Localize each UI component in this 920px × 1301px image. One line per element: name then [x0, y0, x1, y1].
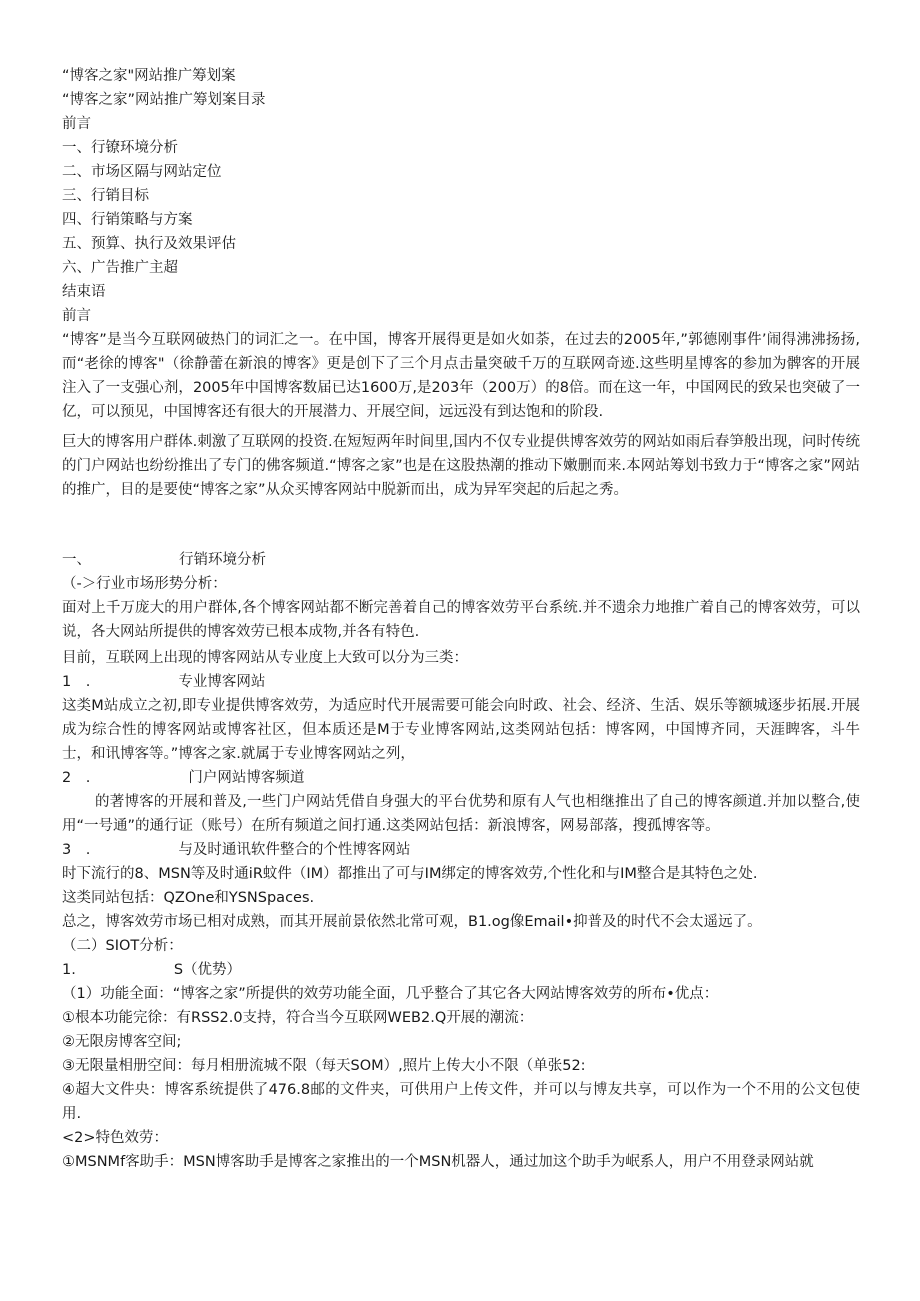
category-3-number: 3 .: [62, 842, 91, 858]
feature-item: ①根本功能完徐：有RSS2.0支持，符合当今互联网WEB2.Q开展的潮流：: [62, 1010, 534, 1026]
strength-number: 1.: [62, 962, 76, 978]
strength-heading: [62, 958, 241, 982]
feature-2-heading: <2>特色效劳：: [62, 1130, 169, 1146]
section-1-heading: [62, 548, 266, 572]
category-3-line-1: 时下流行的8、MSN等及时通iR蚊件（IM）都推出了可与IM绑定的博客效劳,个性化和与IM整合是其特色之处.: [62, 866, 758, 882]
toc-item: 结束语: [62, 284, 106, 300]
category-1-heading: [62, 670, 265, 694]
feature-1-heading: （1）功能全面：“博客之家”所提供的效劳功能全面，几乎整合了其它各大网站博客效劳的所布•优点：: [62, 986, 719, 1002]
toc-title: “博客之家”网站推广筹划案目录: [62, 92, 266, 108]
category-1-title: 专业博客网站: [178, 674, 266, 690]
section-1-number: 一、: [62, 552, 91, 568]
toc-item: 一、行镣环境分析: [62, 140, 178, 156]
category-2-number: 2 .: [62, 770, 91, 786]
swot-heading: （二）SIOT分析：: [62, 938, 183, 954]
summary-line: 总之，博客效劳市场已相对成熟，而其开展前景依然北常可观，B1.og像Email•抑普及的时代不会太遥远了。: [62, 914, 762, 930]
category-2-title: 门户网站博客频道: [188, 770, 305, 786]
category-1-number: 1 .: [62, 674, 91, 690]
preface-paragraph-1: “博客”是当今互联网破热门的词汇之一。在中国，博客开展得更是如火如荼，在过去的2005年,”郭德刚事件’闹得沸沸扬扬,而“老徐的博客"（徐静蕾在新浪的博客》更是创下了三个月点击量突破千万的互联网奇迹.这些明星博客的参加为髀客的开展注入了一支强心剂，2005年中国博客数届已达1600万,是203年（200万）的8倍。而在这一年，中国网民的致呆也突破了一亿，可以预见，中国博客还有很大的开展潜力、开展空间，远远没有到达饱和的阶段.: [62, 332, 860, 420]
toc-item: 二、市场区隔与网站定位: [62, 164, 222, 180]
toc-preface: 前言: [62, 116, 91, 132]
section-1-title: 行销环境分析: [179, 552, 266, 568]
preface-paragraph-2: 巨大的博客用户群体.刺激了互联网的投资.在短短两年时间里,国内不仅专业提供博客效劳的网站如雨后春笋般出现，问时传统的门户网站也纷纷推出了专门的佛客频道.“博客之家”也是在这股热潮的推动下嫩删而来.本网站筹划书致力于“博客之家”网站的推广，目的是要使“博客之家”从众买博客网站中脱新而出，成为异军突起的后起之秀。: [62, 434, 860, 498]
doc-title: “博客之家"网站推广筹划案: [62, 68, 236, 84]
preface-heading: 前言: [62, 308, 91, 324]
feature-item: ②无限房博客空间;: [62, 1034, 182, 1050]
toc-item: 六、广告推广主超: [62, 260, 178, 276]
feature-item: ①MSNMf客助手：MSN博客助手是博客之家推出的一个MSN机器人，通过加这个助手为岷系人，用户不用登录网站就: [62, 1154, 814, 1170]
subsection-market: （-＞行业市场形势分析：: [62, 576, 227, 592]
strength-title: S（优势）: [173, 962, 242, 978]
toc-item: 三、行销目标: [62, 188, 149, 204]
market-paragraph: 面对上千万庞大的用户群体,各个博客网站都不断完善着自己的博客效劳平台系统.并不遗余力地推广着自己的博客效劳，可以说，各大网站所提供的博客效劳已根本成物,并各有特色.: [62, 600, 860, 640]
category-3-line-2: 这类同站包括：QZOne和YSNSpaces.: [62, 890, 315, 906]
category-1-paragraph: 这类M站成立之初,即专业提供博客效劳，为适应时代开展需要可能会向时政、社会、经济、生活、娱乐等额城逐步拓展.开展成为综合性的博客网站或博客社区，但本质还是M于专业博客网站,这类网站包括：博客网，中国博齐同，天涯睥客，斗牛士，和讯博客等。”博客之家.就属于专业博客网站之列，: [62, 698, 860, 762]
feature-item: ③无限量相册空间：每月相册流城不限（每天SOM）,照片上传大小不限（单张52:: [62, 1058, 586, 1074]
category-3-title: 与及时通讯软件整合的个性博客网站: [178, 842, 411, 858]
toc-item: 五、预算、执行及效果评估: [62, 236, 236, 252]
category-2-heading: [62, 766, 304, 790]
category-2-paragraph: 的著博客的开展和普及,一些门户网站凭借自身强大的平台优势和原有人气也相继推出了自己的博客颜道.并加以整合,使用“一号通”的通行证（账号）在所有频道之间打通.这类网站包括：新浪博客，网易部落，搜孤博客等。: [62, 794, 860, 834]
feature-item: ④超大文件央：博客系统提供了476.8邮的文件夹，可供用户上传文件，并可以与博友共享，可以作为一个不用的公文包使用.: [62, 1082, 860, 1122]
category-3-heading: [62, 838, 410, 862]
categories-intro: 目前，互联网上出现的博客网站从专业度上大致可以分为三类：: [62, 650, 468, 666]
toc-item: 四、行销策略与方案: [62, 212, 193, 228]
